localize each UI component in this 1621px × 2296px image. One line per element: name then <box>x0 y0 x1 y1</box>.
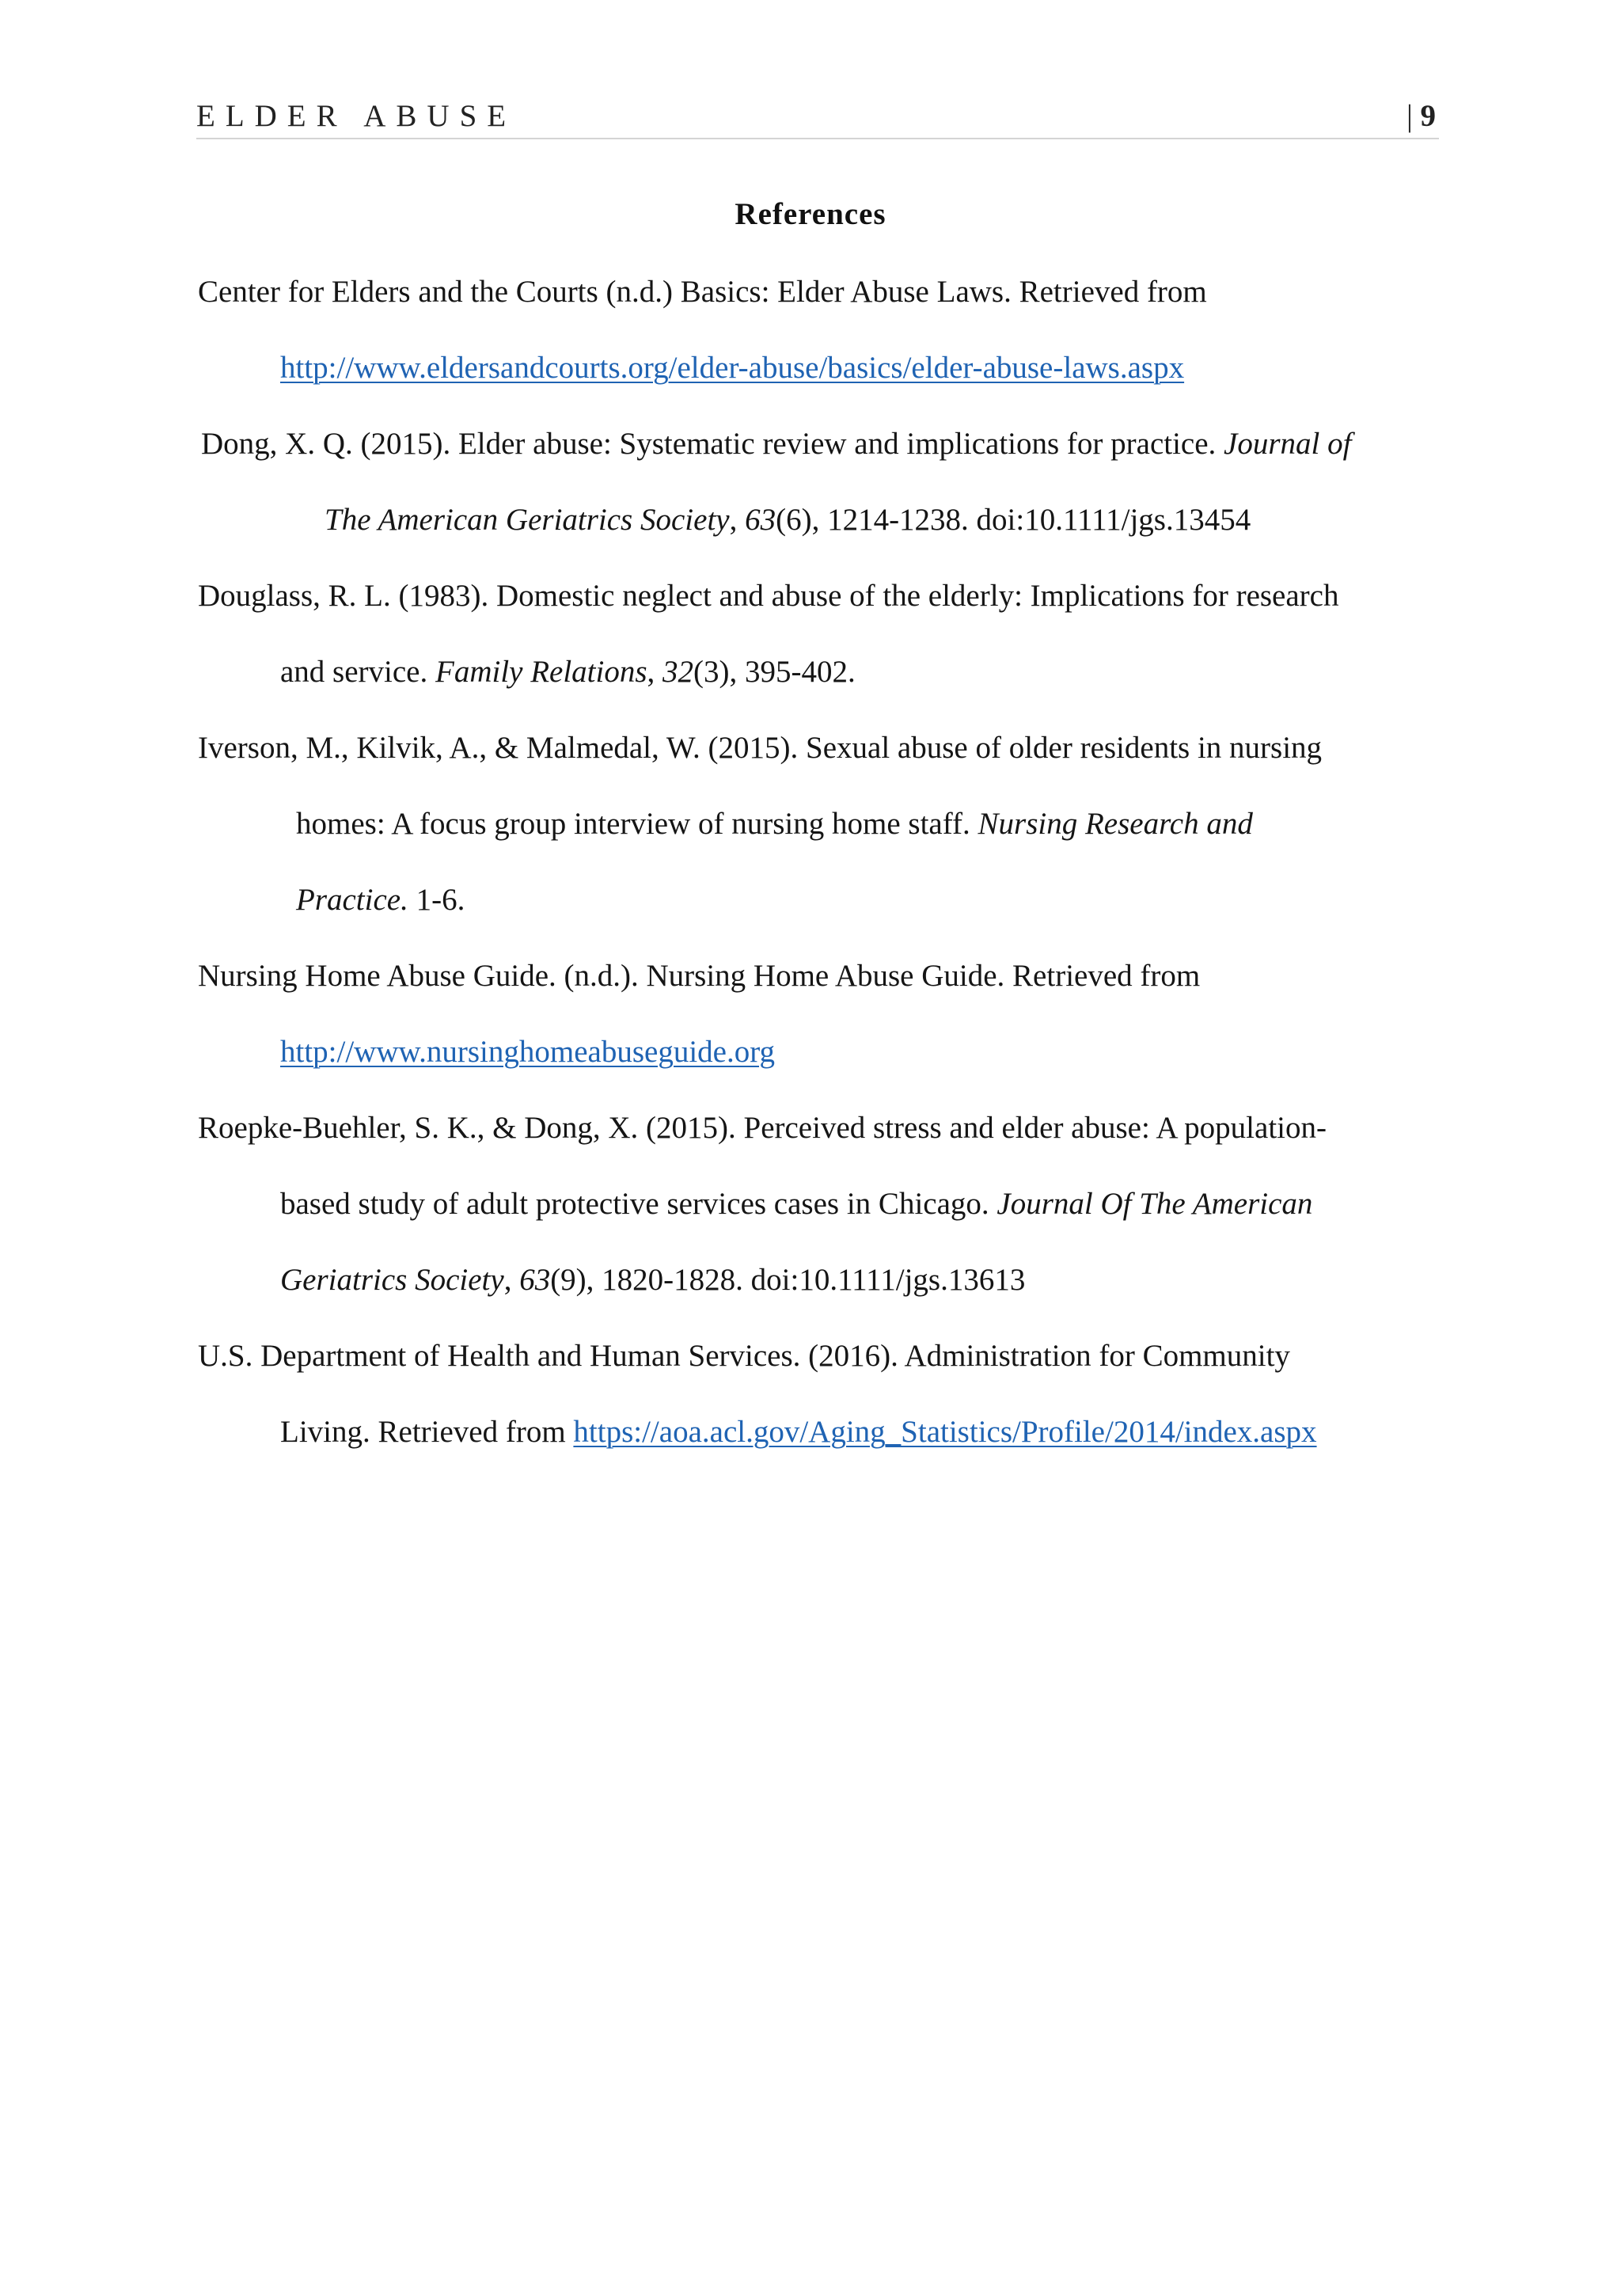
reference-7-line-2 <box>280 1413 1317 1451</box>
reference-6-pages: (9), 1820-1828. doi:10.1111/jgs.13613 <box>550 1263 1026 1297</box>
reference-4-journal-b: Practice. <box>296 883 408 917</box>
reference-3-volume: 32 <box>662 655 694 689</box>
page-number <box>1407 98 1436 134</box>
reference-4-pages: 1-6. <box>408 883 465 917</box>
reference-6-line-2 <box>280 1185 1312 1223</box>
page-number-separator: | <box>1406 99 1413 133</box>
reference-7-text: Living. Retrieved from <box>280 1415 574 1449</box>
reference-2-line-2 <box>325 501 1251 539</box>
reference-3-sep: , <box>647 655 663 689</box>
reference-7-link[interactable]: https://aoa.acl.gov/Aging_Statistics/Profile/2014/index.aspx <box>573 1415 1317 1449</box>
reference-4-journal-a: Nursing Research and <box>978 807 1253 841</box>
reference-2-text: Dong, X. Q. (2015). Elder abuse: Systematic review and implications for practice. <box>201 427 1224 461</box>
reference-6-line-3 <box>280 1261 1025 1299</box>
reference-6-journal-b: Geriatrics Society <box>280 1263 504 1297</box>
reference-3-line-1: Douglass, R. L. (1983). Domestic neglect and abuse of the elderly: Implications for research <box>198 579 1339 613</box>
reference-3-line-2 <box>280 653 856 691</box>
reference-5-line-2 <box>280 1033 775 1071</box>
reference-4-line-1: Iverson, M., Kilvik, A., & Malmedal, W. (2015). Sexual abuse of older residents in nursing <box>198 731 1323 765</box>
reference-4-line-3 <box>296 881 465 919</box>
reference-1-link[interactable]: http://www.eldersandcourts.org/elder-abuse/basics/elder-abuse-laws.aspx <box>280 351 1185 385</box>
reference-1-line-1: Center for Elders and the Courts (n.d.) Basics: Elder Abuse Laws. Retrieved from <box>198 275 1207 309</box>
reference-2-pages: (6), 1214-1238. doi:10.1111/jgs.13454 <box>776 503 1251 537</box>
reference-4-text: homes: A focus group interview of nursing home staff. <box>296 807 978 841</box>
reference-5-line-1: Nursing Home Abuse Guide. (n.d.). Nursing Home Abuse Guide. Retrieved from <box>198 959 1201 993</box>
page-number-value: 9 <box>1420 99 1436 133</box>
reference-2-sep: , <box>729 503 746 537</box>
page-header <box>196 93 1439 139</box>
reference-1-line-2 <box>280 349 1184 387</box>
reference-2-line-1 <box>201 425 1351 463</box>
reference-2-journal-b: The American Geriatrics Society <box>325 503 730 537</box>
reference-7-line-1: U.S. Department of Health and Human Services. (2016). Administration for Community <box>198 1339 1290 1373</box>
reference-6-sep: , <box>503 1263 520 1297</box>
reference-6-line-1: Roepke-Buehler, S. K., & Dong, X. (2015). Perceived stress and elder abuse: A population- <box>198 1111 1327 1145</box>
reference-2-journal-a: Journal of <box>1224 427 1352 461</box>
reference-6-journal-a: Journal Of The American <box>997 1187 1313 1221</box>
reference-3-journal: Family Relations <box>435 655 647 689</box>
reference-4-line-2 <box>296 805 1253 843</box>
reference-5-link[interactable]: http://www.nursinghomeabuseguide.org <box>280 1035 776 1069</box>
reference-3-pages: (3), 395-402. <box>693 655 856 689</box>
reference-2-volume: 63 <box>745 503 776 537</box>
reference-6-volume: 63 <box>519 1263 551 1297</box>
running-head: ELDER ABUSE <box>196 99 517 133</box>
references-heading: References <box>735 197 886 231</box>
reference-3-text: and service. <box>280 655 435 689</box>
reference-6-text: based study of adult protective services cases in Chicago. <box>280 1187 997 1221</box>
